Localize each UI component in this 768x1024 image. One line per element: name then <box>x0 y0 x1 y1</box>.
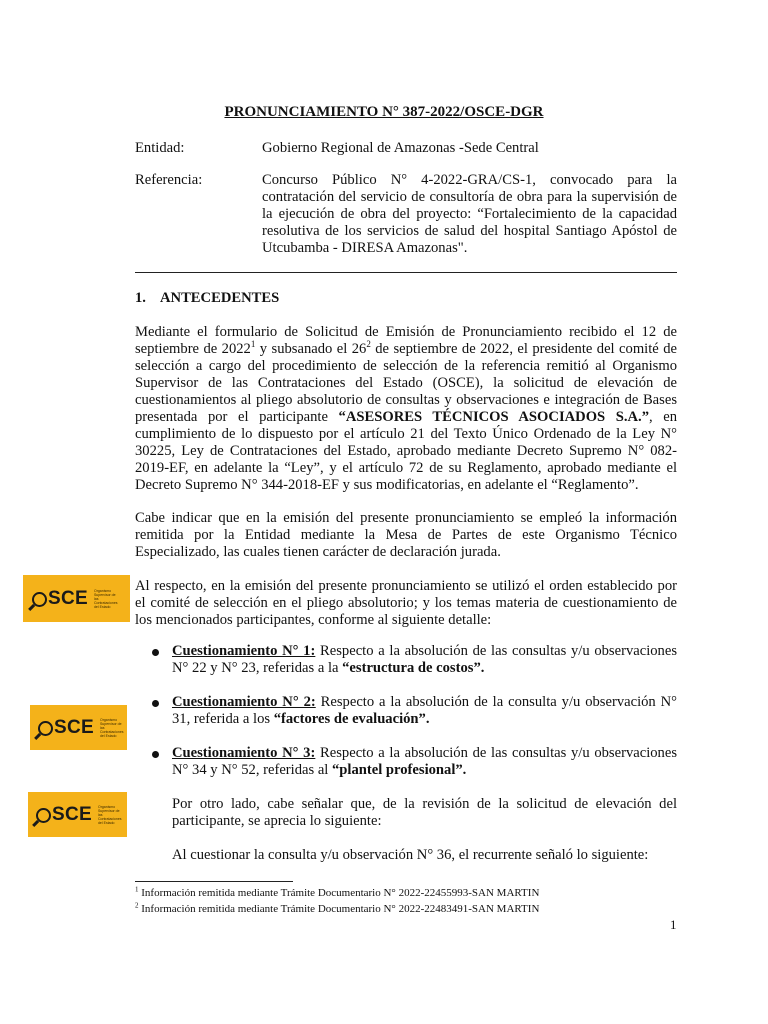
paragraph-text: y subsanado el 26 <box>255 341 367 357</box>
list-item-text <box>172 643 677 677</box>
osce-logo <box>23 575 130 622</box>
list-item-text <box>172 694 677 728</box>
cuestionamiento-topic: “factores de evaluación”. <box>273 711 430 727</box>
cuestionamiento-label: Cuestionamiento N° 1: <box>172 643 316 659</box>
magnifier-icon <box>32 592 47 607</box>
paragraph-al-cuestionar: Al cuestionar la consulta y/u observación N° 36, el recurrente señaló lo siguiente: <box>172 847 649 863</box>
paragraph-informacion: Cabe indicar que en la emisión del presente pronunciamiento se empleó la información remitida por la Entidad mediante la Mesa de Partes de este Organismo Técnico Especializado, las cuales tienen carácter de declaración jurada. <box>135 510 677 560</box>
cuestionamiento-text: Respecto a la absolución de las consultas y/u observaciones N° 34 y N° 52, referidas al <box>172 745 677 778</box>
osce-logo <box>30 705 127 750</box>
paragraph-respecto: Al respecto, en la emisión del presente pronunciamiento se utilizó el orden establecido por el comité de selección en el pliego absolutorio; y los temas materia de cuestionamiento de los mencionados participantes, conforme al siguiente detalle: <box>135 578 677 628</box>
paragraph-por-otro-lado: Por otro lado, cabe señalar que, de la revisión de la solicitud de elevación del participante, se aprecia lo siguiente: <box>172 796 677 829</box>
page-number: 1 <box>670 917 677 932</box>
list-item-text <box>172 745 677 779</box>
cuestionamiento-label: Cuestionamiento N° 2: <box>172 694 316 710</box>
cuestionamiento-topic: “estructura de costos”. <box>342 660 485 676</box>
footnote-mark: 1 <box>135 885 139 894</box>
page-title: PRONUNCIAMIENTO N° 387-2022/OSCE-DGR <box>224 104 544 120</box>
paragraph-antecedentes <box>135 324 677 494</box>
magnifier-icon <box>38 721 53 736</box>
bullet-icon <box>152 751 159 758</box>
section-number: 1. <box>135 290 146 306</box>
cuestionamiento-label: Cuestionamiento N° 3: <box>172 745 316 761</box>
logo-word: SCE <box>48 588 88 609</box>
bullet-icon <box>152 649 159 656</box>
footnote <box>135 903 539 916</box>
logo-subtitle: Organismo Supervisor de las Contrataciones del Estado <box>93 588 118 609</box>
footnote-text: Información remitida mediante Trámite Documentario N° 2022-22483491-SAN MARTIN <box>138 903 540 915</box>
logo-subtitle: Organismo Supervisor de las Contrataciones del Estado <box>97 804 122 825</box>
divider <box>135 272 677 273</box>
paragraph-text: de septiembre de 2022, el presidente del comité de selección a cargo del procedimiento de selección de la referencia remitió al Organismo Supervisor de las Contrataciones del Estado (OSCE), la solicitud de elevación de cuestionamientos al pliego absolutorio de consultas y observaciones e integración de Bases presentada por el participante <box>135 341 677 425</box>
magnifier-icon <box>36 808 51 823</box>
logo-word: SCE <box>52 804 92 825</box>
logo-word: SCE <box>54 717 94 738</box>
cuestionamiento-topic: “plantel profesional”. <box>332 762 467 778</box>
footnote-text: Información remitida mediante Trámite Documentario N° 2022-22455993-SAN MARTIN <box>138 887 540 899</box>
logo-subtitle: Organismo Supervisor de las Contrataciones del Estado <box>99 717 124 738</box>
footnote-mark: 2 <box>135 901 139 910</box>
bullet-icon <box>152 700 159 707</box>
footnote <box>135 887 539 900</box>
footnote-ref: 1 <box>250 339 256 350</box>
section-title: ANTECEDENTES <box>160 290 280 306</box>
entidad-label: Entidad: <box>135 140 185 156</box>
footnote-ref: 2 <box>366 339 371 350</box>
osce-logo <box>28 792 127 837</box>
section-heading <box>135 290 279 307</box>
cuestionamiento-text: Respecto a la absolución de la consulta y/u observación N° 31, referida a los <box>172 694 677 727</box>
entidad-value: Gobierno Regional de Amazonas -Sede Central <box>262 140 539 156</box>
footnote-divider <box>135 881 293 882</box>
participant-name: “ASESORES TÉCNICOS ASOCIADOS S.A.” <box>338 409 649 425</box>
referencia-value: Concurso Público N° 4-2022-GRA/CS-1, convocado para la contratación del servicio de consultoría de obra para la supervisión de la ejecución de obra del proyecto: “Fortalecimiento de la capacidad resolutiva de los servicios de salud del hospital Santiago Apóstol de Utcubamba - DIRESA Amazonas". <box>262 172 677 256</box>
cuestionamiento-text: Respecto a la absolución de las consultas y/u observaciones N° 22 y N° 23, referidas a la <box>172 643 677 676</box>
referencia-label: Referencia: <box>135 172 203 188</box>
paragraph-text: , en cumplimiento de lo dispuesto por el artículo 21 del Texto Único Ordenado de la Ley N° 30225, Ley de Contrataciones del Estado, aprobado mediante Decreto Supremo N° 082-2019-EF, en adelante la “Ley”, y el artículo 72 de su Reglamento, aprobado mediante el Decreto Supremo N° 344-2018-EF y sus modificatorias, en adelante el “Reglamento”. <box>135 409 677 493</box>
paragraph-text: Mediante el formulario de Solicitud de Emisión de Pronunciamiento recibido el 12 de septiembre de 2022 <box>135 324 677 357</box>
